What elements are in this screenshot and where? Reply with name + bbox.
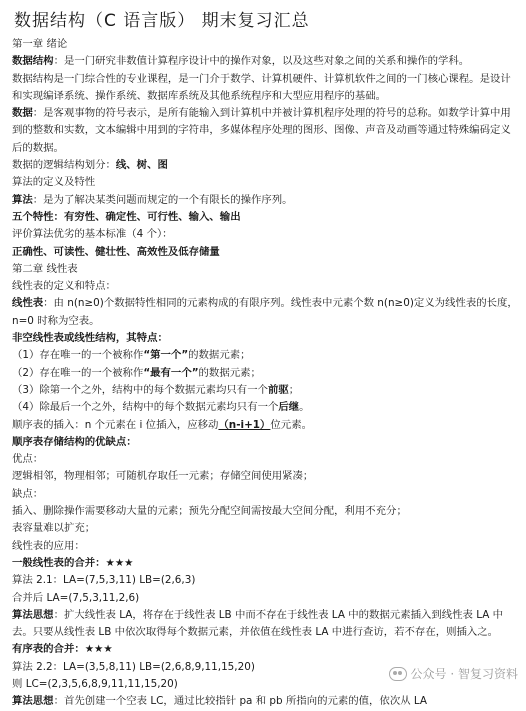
text-line <box>12 468 518 485</box>
text-line <box>12 590 518 607</box>
bold-text: “第一个” <box>143 349 189 362</box>
bold-text: 数据 <box>12 107 33 120</box>
bold-text: （n-i+1） <box>218 418 271 431</box>
text-line <box>12 382 518 399</box>
text-line <box>12 572 518 589</box>
text-line <box>12 105 518 157</box>
bold-text: 五个特性： <box>12 210 64 223</box>
text-span: 的数据元素； <box>198 366 261 379</box>
text-line <box>12 295 518 330</box>
text-span: 数据结构是一门综合性的专业课程，是一门介于数学、计算机硬件、计算机软件之间的一门核心课程。是设计和实现编译系统、操作系统、数据库系统及其他系统程序和大型应用程序的基础。 <box>12 72 511 102</box>
text-span: （3）除第一个之外，结构中的每个数据元素均只有一个 <box>12 383 268 396</box>
bold-text: 正确性、可读性、健壮性、高效性及低存储量 <box>12 245 220 258</box>
text-span: 第一章 绪论 <box>12 38 68 50</box>
wechat-icon <box>389 667 407 681</box>
bold-text: 前驱 <box>267 383 289 396</box>
bold-text: 算法思想 <box>12 695 54 708</box>
text-line <box>12 244 518 261</box>
text-span: 数据的逻辑结构划分： <box>12 159 116 172</box>
text-line <box>12 278 518 295</box>
text-line <box>12 71 518 106</box>
text-span: 算法的定义及特性 <box>12 176 96 189</box>
text-span: ：由 n(n≥0)个数据特性相同的元素构成的有限序列。线性表中元素个数 n(n≥0)定义为线性表的长度，n=0 时称为空表。 <box>12 297 518 327</box>
document-body <box>12 36 518 711</box>
text-span: （2）存在唯一的一个被称作 <box>12 366 144 379</box>
bold-text: 非空线性表或线性结构，其特点： <box>12 332 168 345</box>
text-line <box>12 693 518 710</box>
text-span: ：是为了解决某类问题而规定的一个有限长的操作序列。 <box>32 193 293 206</box>
text-line <box>12 36 518 53</box>
text-line <box>12 347 518 364</box>
text-span: （1）存在唯一的一个被称作 <box>12 349 144 362</box>
text-line <box>12 53 518 70</box>
text-span: ：是一门研究非数值计算程序设计中的操作对象，以及这些对象之间的关系和操作的学科。 <box>53 55 470 68</box>
text-span: 评价算法优劣的基本标准（4 个）： <box>12 228 173 241</box>
text-span: 算法 2.1：LA=(7,5,3,11) LB=(2,6,3) <box>12 574 196 587</box>
text-line <box>12 399 518 416</box>
text-line <box>12 192 518 209</box>
text-span: 的数据元素； <box>188 349 251 362</box>
text-line <box>12 174 518 191</box>
text-line <box>12 365 518 382</box>
text-line <box>12 486 518 503</box>
text-span: 顺序表的插入：n 个元素在 i 位插入，应移动 <box>12 418 219 431</box>
bold-text: “最有一个” <box>143 366 199 379</box>
bold-text: 有穷性、确定性、可行性、输入、输出 <box>63 210 241 223</box>
text-line <box>12 209 518 226</box>
text-line <box>12 641 518 658</box>
bold-text: 线、树、图 <box>115 159 168 172</box>
bold-text: 有序表的合并：★★★ <box>12 643 113 656</box>
text-line <box>12 417 518 434</box>
text-span: 。 <box>299 401 310 414</box>
text-span: 线性表的定义和特点： <box>12 280 116 293</box>
text-line <box>12 261 518 278</box>
text-line <box>12 607 518 642</box>
document-title: 数据结构（C 语言版） 期末复习汇总 <box>14 11 310 31</box>
text-span: （4）除最后一个之外，结构中的每个数据元素均只有一个 <box>12 401 279 414</box>
bold-text: 算法 <box>12 193 33 206</box>
watermark-text: 公众号 · 智复习资料 <box>410 667 518 681</box>
bold-text: 后继 <box>278 401 300 414</box>
text-line <box>12 520 518 537</box>
text-span: ； <box>288 383 300 396</box>
text-span: 线性表的应用： <box>12 539 85 552</box>
text-span: 算法 2.2：LA=(3,5,8,11) LB=(2,6,8,9,11,15,20) <box>12 660 255 673</box>
text-span: ：扩大线性表 LA，将存在于线性表 LB 中而不存在于线性表 LA 中的数据元素插入到线性表 LA 中去。只要从线性表 LB 中依次取得每个数据元素，并依值在线性表 LA 中进行查访，若不存在，则插入之。 <box>12 608 504 639</box>
text-line <box>12 157 518 174</box>
text-line <box>12 503 518 520</box>
text-span: 插入、删除操作需要移动大量的元素；预先分配空间需按最大空间分配，利用不充分； <box>12 505 407 518</box>
text-line <box>12 330 518 347</box>
bold-text: 线性表 <box>12 297 44 310</box>
text-span: 逻辑相邻，物理相邻；可随机存取任一元素；存储空间使用紧凑； <box>12 470 314 483</box>
text-span: ：是客观事物的符号表示，是所有能输入到计算机中并被计算机程序处理的符号的总称。如数学计算中用到的整数和实数，文本编辑中用到的字符串，多媒体程序处理的图形、图像、声音及动画等通过特殊编码定义后的数据。 <box>12 107 511 154</box>
text-span: 则 LC=(2,3,5,6,8,9,11,11,15,20) <box>12 677 178 690</box>
text-span: 合并后 LA=(7,5,3,11,2,6) <box>12 591 140 604</box>
text-line <box>12 538 518 555</box>
text-span: 位元素。 <box>270 418 312 431</box>
text-line <box>12 226 518 243</box>
text-span: 第二章 线性表 <box>12 262 78 275</box>
text-span: 优点： <box>12 453 44 466</box>
bold-text: 数据结构 <box>12 55 54 68</box>
document-page <box>12 6 518 711</box>
text-span: 表容量难以扩充； <box>12 522 96 535</box>
text-line <box>12 451 518 468</box>
bold-text: 一般线性表的合并：★★★ <box>12 556 134 569</box>
bold-text: 顺序表存储结构的优缺点： <box>12 435 137 448</box>
watermark <box>389 665 518 682</box>
text-line <box>12 434 518 451</box>
text-line <box>12 555 518 572</box>
text-span: 缺点： <box>12 487 44 500</box>
text-span: ：首先创建一个空表 LC，通过比较指针 pa 和 pb 所指向的元素的值，依次从 LA <box>53 695 428 708</box>
bold-text: 算法思想 <box>12 608 54 621</box>
